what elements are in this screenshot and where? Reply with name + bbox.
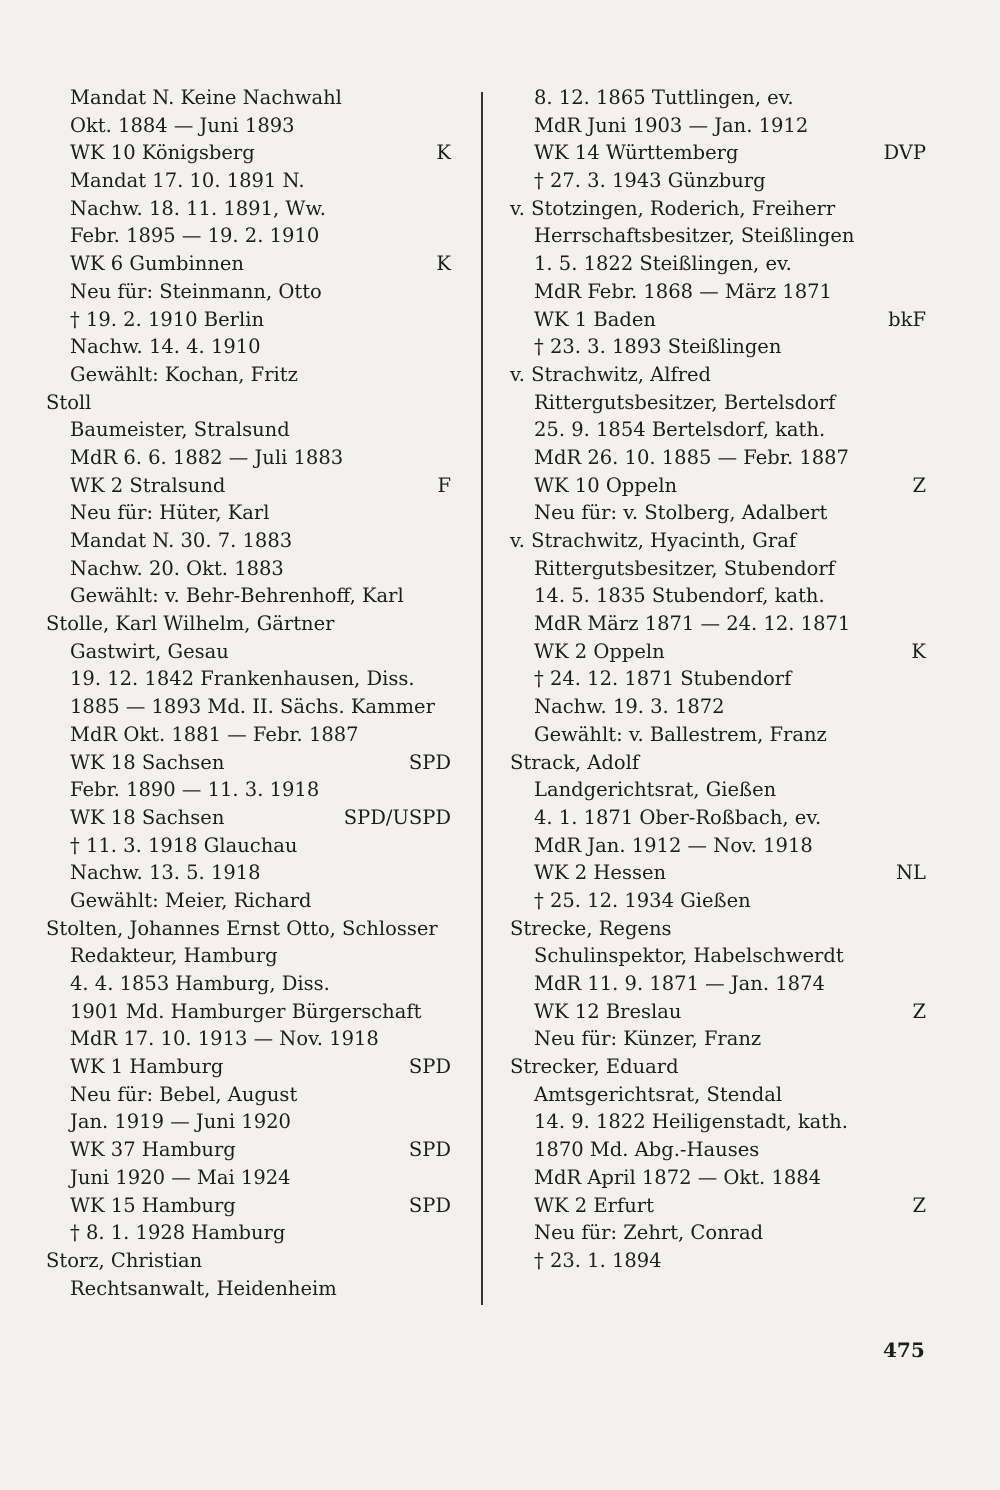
entry-detail-line (46, 444, 451, 472)
entry-detail-line (46, 887, 451, 915)
entry-detail-line (46, 139, 451, 167)
line-text: Gewählt: Meier, Richard (70, 888, 312, 912)
line-text: MdR 17. 10. 1913 — Nov. 1918 (70, 1027, 379, 1051)
entry-name-line (46, 1247, 451, 1275)
entry-detail-line (46, 167, 451, 195)
line-text: † 11. 3. 1918 Glauchau (70, 833, 298, 857)
entry-detail-line (46, 1275, 451, 1303)
entry-detail-line (46, 306, 451, 334)
party-label: F (437, 473, 451, 497)
line-text: Storz, Christian (46, 1248, 203, 1272)
line-text: MdR Jan. 1912 — Nov. 1918 (534, 833, 813, 857)
entry-detail-line (510, 1192, 926, 1220)
line-text: 1901 Md. Hamburger Bürgerschaft (70, 999, 422, 1023)
column-divider (481, 92, 483, 1305)
line-text: Landgerichtsrat, Gießen (534, 778, 777, 802)
left-column (46, 84, 451, 1302)
entry-detail-line (510, 582, 926, 610)
line-text: Gewählt: v. Behr-Behrenhoff, Karl (70, 584, 404, 608)
line-text: Nachw. 20. Okt. 1883 (70, 556, 284, 580)
entry-detail-line (510, 444, 926, 472)
line-text: 1885 — 1893 Md. II. Sächs. Kammer (70, 695, 435, 719)
entry-detail-line (46, 970, 451, 998)
line-text: Juni 1920 — Mai 1924 (70, 1165, 291, 1189)
line-text: Neu für: Hüter, Karl (70, 501, 270, 525)
line-text: WK 10 Königsberg (70, 141, 255, 165)
line-text: Neu für: Zehrt, Conrad (534, 1221, 764, 1245)
entry-detail-line (46, 472, 451, 500)
entry-detail-line (510, 306, 926, 334)
entry-detail-line (510, 1219, 926, 1247)
entry-detail-line (46, 1053, 451, 1081)
entry-detail-line (46, 1025, 451, 1053)
line-text: 4. 1. 1871 Ober-Roßbach, ev. (534, 805, 822, 829)
line-text: WK 1 Hamburg (70, 1055, 224, 1079)
entry-detail-line (510, 250, 926, 278)
line-text: † 23. 3. 1893 Steißlingen (534, 335, 782, 359)
line-text: Strecker, Eduard (510, 1055, 679, 1079)
party-label: Z (912, 999, 926, 1023)
line-text: WK 2 Oppeln (534, 639, 665, 663)
line-text: Stolle, Karl Wilhelm, Gärtner (46, 612, 335, 636)
entry-detail-line (46, 1219, 451, 1247)
entry-detail-line (510, 167, 926, 195)
line-text: Rittergutsbesitzer, Bertelsdorf (534, 390, 836, 414)
line-text: Amtsgerichtsrat, Stendal (534, 1082, 783, 1106)
entry-detail-line (510, 389, 926, 417)
line-text: Redakteur, Hamburg (70, 944, 278, 968)
line-text: Nachw. 13. 5. 1918 (70, 861, 261, 885)
party-label: SPD (408, 1193, 451, 1217)
line-text: Rechtsanwalt, Heidenheim (70, 1276, 337, 1300)
line-text: Nachw. 19. 3. 1872 (534, 695, 725, 719)
line-text: 8. 12. 1865 Tuttlingen, ev. (534, 86, 794, 109)
entry-detail-line (46, 278, 451, 306)
entry-detail-line (46, 361, 451, 389)
line-text: WK 1 Baden (534, 307, 656, 331)
party-label: SPD/USPD (343, 805, 451, 829)
entry-detail-line (510, 942, 926, 970)
entry-detail-line (510, 1108, 926, 1136)
line-text: MdR Febr. 1868 — März 1871 (534, 279, 832, 303)
line-text: Nachw. 18. 11. 1891, Ww. (70, 196, 327, 220)
entry-name-line (46, 389, 451, 417)
entry-name-line (510, 361, 926, 389)
entry-detail-line (510, 555, 926, 583)
line-text: Okt. 1884 — Juni 1893 (70, 113, 295, 137)
entry-detail-line (510, 610, 926, 638)
entry-detail-line (46, 1164, 451, 1192)
line-text: WK 15 Hamburg (70, 1193, 236, 1217)
entry-detail-line (510, 1025, 926, 1053)
entry-detail-line (46, 942, 451, 970)
entry-detail-line (46, 527, 451, 555)
line-text: Mandat N. 30. 7. 1883 (70, 529, 293, 552)
entry-detail-line (46, 1081, 451, 1109)
line-text: WK 18 Sachsen (70, 805, 225, 829)
party-label: Z (912, 1193, 926, 1217)
entry-detail-line (46, 333, 451, 361)
entry-detail-line (46, 1192, 451, 1220)
entry-detail-line (46, 582, 451, 610)
line-text: † 8. 1. 1928 Hamburg (70, 1221, 286, 1245)
entry-detail-line (510, 804, 926, 832)
line-text: Jan. 1919 — Juni 1920 (70, 1110, 291, 1134)
line-text: v. Stotzingen, Roderich, Freiherr (510, 196, 836, 220)
line-text: 19. 12. 1842 Frankenhausen, Diss. (70, 667, 415, 691)
party-label: K (436, 141, 451, 165)
party-label: bkF (888, 307, 926, 331)
entry-detail-line (510, 998, 926, 1026)
line-text: Schulinspektor, Habelschwerdt (534, 944, 844, 968)
line-text: 1. 5. 1822 Steißlingen, ev. (534, 252, 792, 276)
line-text: MdR Okt. 1881 — Febr. 1887 (70, 722, 359, 746)
entry-detail-line (46, 638, 451, 666)
line-text: WK 10 Oppeln (534, 473, 678, 497)
entry-name-line (510, 527, 926, 555)
line-text: MdR Juni 1903 — Jan. 1912 (534, 113, 809, 137)
line-text: Neu für: v. Stolberg, Adalbert (534, 501, 828, 525)
entry-detail-line (510, 1247, 926, 1275)
line-text: Nachw. 14. 4. 1910 (70, 335, 261, 359)
line-text: Neu für: Steinmann, Otto (70, 279, 322, 303)
line-text: Gastwirt, Gesau (70, 639, 229, 663)
line-text: Strack, Adolf (510, 750, 640, 774)
line-text: WK 37 Hamburg (70, 1138, 236, 1162)
entry-detail-line (510, 693, 926, 721)
entry-detail-line (510, 887, 926, 915)
entry-detail-line (510, 84, 926, 112)
entry-detail-line (46, 776, 451, 804)
entry-name-line (510, 1053, 926, 1081)
line-text: Stolten, Johannes Ernst Otto, Schlosser (46, 916, 438, 940)
entry-detail-line (510, 222, 926, 250)
entry-detail-line (510, 416, 926, 444)
line-text: MdR 26. 10. 1885 — Febr. 1887 (534, 445, 849, 469)
party-label: SPD (408, 1138, 451, 1162)
line-text: Neu für: Bebel, August (70, 1082, 298, 1106)
entry-name-line (510, 195, 926, 223)
entry-name-line (46, 915, 451, 943)
entry-detail-line (46, 195, 451, 223)
entry-detail-line (510, 970, 926, 998)
entry-name-line (510, 915, 926, 943)
line-text: † 25. 12. 1934 Gießen (534, 888, 751, 912)
line-text: v. Strachwitz, Hyacinth, Graf (510, 529, 797, 552)
entry-detail-line (46, 832, 451, 860)
entry-detail-line (510, 139, 926, 167)
line-text: WK 12 Breslau (534, 999, 682, 1023)
entry-detail-line (510, 1081, 926, 1109)
entry-detail-line (510, 1164, 926, 1192)
entry-detail-line (46, 1136, 451, 1164)
entry-detail-line (46, 804, 451, 832)
line-text: WK 2 Stralsund (70, 473, 226, 497)
line-text: † 24. 12. 1871 Stubendorf (534, 667, 792, 691)
line-text: MdR 6. 6. 1882 — Juli 1883 (70, 445, 344, 469)
line-text: Herrschaftsbesitzer, Steißlingen (534, 224, 855, 248)
entry-detail-line (46, 112, 451, 140)
entry-detail-line (510, 638, 926, 666)
entry-detail-line (510, 721, 926, 749)
entry-detail-line (46, 693, 451, 721)
line-text: MdR 11. 9. 1871 — Jan. 1874 (534, 972, 825, 995)
line-text: 14. 9. 1822 Heiligenstadt, kath. (534, 1110, 848, 1134)
party-label: K (436, 252, 451, 276)
line-text: Rittergutsbesitzer, Stubendorf (534, 556, 835, 580)
line-text: Strecke, Regens (510, 916, 672, 940)
entry-detail-line (510, 776, 926, 804)
line-text: Baumeister, Stralsund (70, 418, 290, 442)
line-text: WK 18 Sachsen (70, 750, 225, 774)
line-text: WK 2 Hessen (534, 861, 667, 885)
line-text: Gewählt: v. Ballestrem, Franz (534, 722, 827, 746)
line-text: 4. 4. 1853 Hamburg, Diss. (70, 972, 330, 995)
entry-detail-line (510, 112, 926, 140)
party-label: Z (912, 473, 926, 497)
line-text: Stoll (46, 390, 92, 414)
entry-detail-line (510, 832, 926, 860)
line-text: Neu für: Künzer, Franz (534, 1027, 762, 1051)
entry-detail-line (46, 499, 451, 527)
page-number: 475 (883, 1338, 925, 1362)
entry-detail-line (46, 250, 451, 278)
line-text: Febr. 1890 — 11. 3. 1918 (70, 778, 320, 802)
line-text: WK 6 Gumbinnen (70, 252, 244, 276)
entry-detail-line (510, 1136, 926, 1164)
entry-detail-line (510, 333, 926, 361)
line-text: † 27. 3. 1943 Günzburg (534, 169, 766, 193)
entry-detail-line (46, 416, 451, 444)
line-text: MdR April 1872 — Okt. 1884 (534, 1165, 822, 1189)
line-text: Gewählt: Kochan, Fritz (70, 362, 298, 386)
line-text: WK 2 Erfurt (534, 1193, 654, 1217)
line-text: Febr. 1895 — 19. 2. 1910 (70, 224, 320, 248)
line-text: WK 14 Württemberg (534, 141, 739, 165)
line-text: Mandat 17. 10. 1891 N. (70, 169, 305, 193)
right-column (510, 84, 926, 1275)
entry-detail-line (46, 665, 451, 693)
line-text: 25. 9. 1854 Bertelsdorf, kath. (534, 418, 826, 442)
party-label: SPD (408, 1055, 451, 1079)
entry-detail-line (46, 998, 451, 1026)
entry-detail-line (510, 472, 926, 500)
line-text: † 19. 2. 1910 Berlin (70, 307, 265, 331)
entry-detail-line (510, 859, 926, 887)
entry-detail-line (510, 499, 926, 527)
party-label: K (911, 639, 926, 663)
line-text: MdR März 1871 — 24. 12. 1871 (534, 612, 851, 636)
entry-detail-line (46, 859, 451, 887)
entry-detail-line (510, 665, 926, 693)
entry-name-line (510, 749, 926, 777)
entry-detail-line (46, 1108, 451, 1136)
entry-detail-line (46, 721, 451, 749)
entry-detail-line (46, 555, 451, 583)
party-label: DVP (883, 141, 926, 165)
entry-name-line (46, 610, 451, 638)
entry-detail-line (46, 749, 451, 777)
line-text: † 23. 1. 1894 (534, 1248, 662, 1272)
line-text: 1870 Md. Abg.-Hauses (534, 1138, 760, 1162)
entry-detail-line (510, 278, 926, 306)
line-text: v. Strachwitz, Alfred (510, 362, 712, 386)
entry-detail-line (46, 84, 451, 112)
line-text: Mandat N. Keine Nachwahl (70, 86, 342, 109)
party-label: SPD (408, 750, 451, 774)
party-label: NL (895, 861, 926, 885)
entry-detail-line (46, 222, 451, 250)
line-text: 14. 5. 1835 Stubendorf, kath. (534, 584, 825, 608)
